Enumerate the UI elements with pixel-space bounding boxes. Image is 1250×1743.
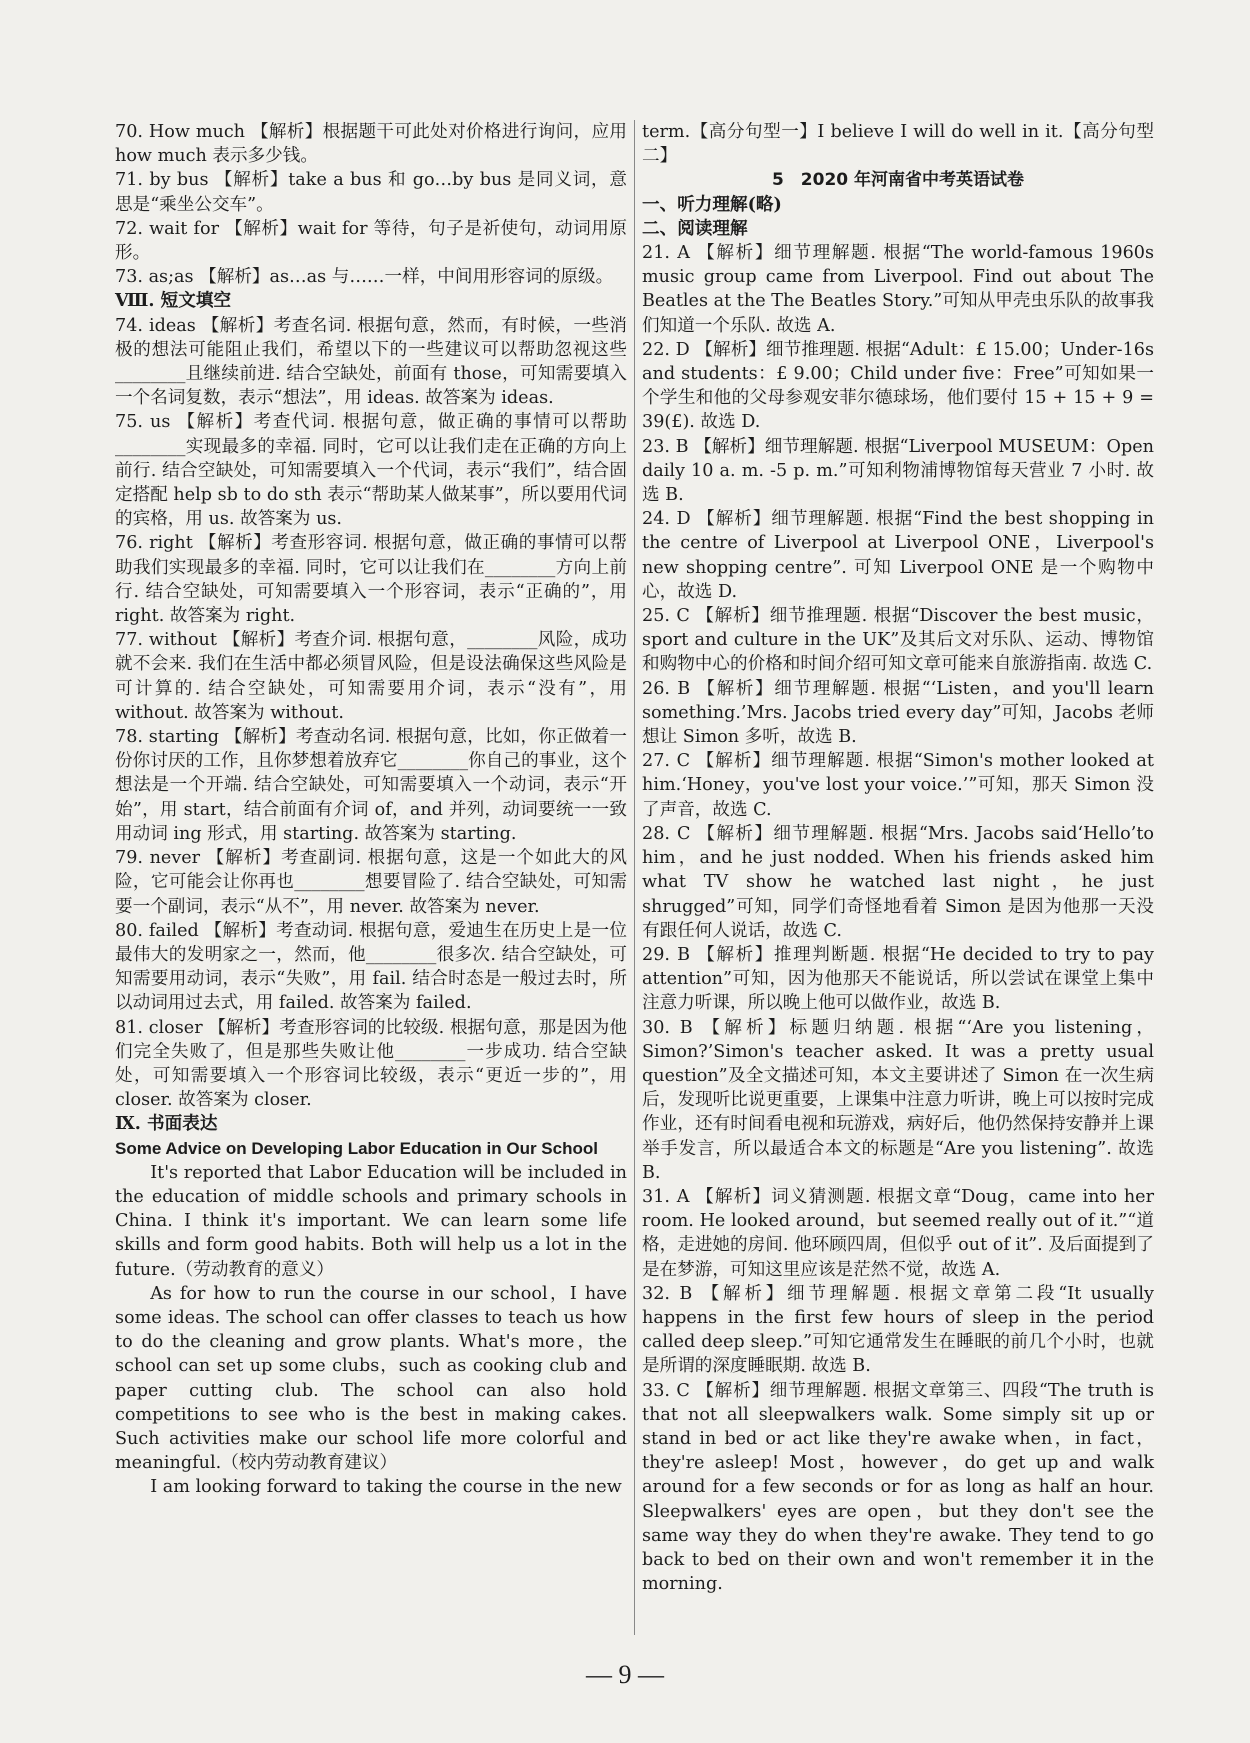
answer-item: 76. right 【解析】考查形容词. 根据句意，做正确的事情可以帮助我们实现最多的幸福. 同时，它可以让我们在________方向上前行. 结合空缺处，可知需要填入一个形容词，表示“正确的”，用 right. 故答案为 right. [115,533,627,627]
answer-item: 32. B 【解析】细节理解题. 根据文章第二段“It usually happens in the first few hours of sleep in the period called deep sleep.”可知它通常发生在睡眠的前几个小时，也就是所谓的深度睡眠期. 故选 B. [642,1283,1154,1377]
answer-item: 72. wait for 【解析】wait for 等待，句子是祈使句，动词用原形。 [115,218,627,264]
answer-item: 79. never 【解析】考查副词. 根据句意，这是一个如此大的风险，它可能会让你再也________想要冒险了. 结合空缺处，可知需要一个副词，表示“从不”，用 never. 故答案为 never. [115,848,627,917]
answer-item: 74. ideas 【解析】考查名词. 根据句意，然而，有时候，一些消极的想法可能阻止我们，希望以下的一些建议可以帮助忽视这些________且继续前进. 结合空缺处，前面有 those，可知需要填入一个名词复数，表示“想法”，用 ideas. 故答案为 ideas. [115,315,627,409]
answer-item: 77. without 【解析】考查介词. 根据句意，________风险，成功就不会来. 我们在生活中都必须冒风险，但是设法确保这些风险是可计算的. 结合空缺处，可知需要用介词，表示“没有”，用 without. 故答案为 without. [115,630,627,723]
answer-item: 30. B 【解析】标题归纳题. 根据“‘Are you listening，Simon?’Simon's teacher asked. It was a pretty usual question”及全文描述可知，本文主要讲述了 Simon 在一次生病后，发现听比说更重要，上课集中注意力听讲，晚上可以按时完成作业，还有时间看电视和玩游戏，病好后，他仍然保持安静并上课举手发言，所以最适合本文的标题是“Are you listening”. 故选 B. [642,1017,1154,1183]
answer-item: 23. B 【解析】细节理解题. 根据“Liverpool MUSEUM：Open daily 10 a. m. -5 p. m.”可知利物浦博物馆每天营业 7 小时. 故选 B. [642,436,1154,506]
answer-item: 70. How much 【解析】根据题干可此处对价格进行询问，应用 how much 表示多少钱。 [115,122,627,167]
answer-item: 29. B 【解析】推理判断题. 根据“He decided to try to pay attention”可知，因为他那天不能说话，所以尝试在课堂上集中注意力听课，所以晚上他可以做作业，故选 B. [642,944,1154,1014]
essay-paragraph: It's reported that Labor Education will be included in the education of middle schools and primary schools in China. I think it's important. We can learn some life skills and form good habits. Both will help us a lot in the future.（劳动教育的意义） [115,1162,627,1280]
section-heading: 二、阅读理解 [642,217,748,239]
answer-item: 28. C 【解析】细节理解题. 根据“Mrs. Jacobs said‘Hello’to him，and he just nodded. When his friends asked him what TV show he watched last night，he just shrugged”可知，同学们奇怪地看着 Simon 是因为他那一天没有跟任何人说话，故选 C. [642,823,1154,941]
essay-title: Some Advice on Developing Labor Education in Our School [115,1138,598,1158]
essay-paragraph: As for how to run the course in our school，I have some ideas. The school can offer classes to teach us how to do the cleaning and grow plants. What's more，the school can set up some clubs，such as cooking club and paper cutting club. The school can also hold competitions to see who is the best in making cakes. Such activities make our school life more colorful and meaningful.（校内劳动教育建议） [115,1283,627,1474]
section-heading: Ⅸ. 书面表达 [115,1113,218,1135]
answer-item: 24. D 【解析】细节理解题. 根据“Find the best shopping in the centre of Liverpool at Liverpool ONE，Liverpool's new shopping centre”. 可知 Liverpool ONE 是一个购物中心，故选 D. [642,509,1154,602]
left-column [115,120,627,1500]
essay-paragraph: I am looking forward to taking the course in the new [150,1477,622,1498]
right-column [642,120,1154,1596]
exam-title: 5 2020 年河南省中考英语试卷 [771,170,1025,191]
answer-item: 78. starting 【解析】考查动名词. 根据句意，比如，你正做着一份你讨厌的工作，且你梦想着放弃它________你自己的事业，这个想法是一个开端. 结合空缺处，可知需要填入一个动词，表示“开始”，用 start，结合前面有介词 of，and 并列，动词要统一一致用动词 ing 形式，用 starting. 故答案为 starting. [115,727,627,844]
section-heading: Ⅷ. 短文填空 [115,290,232,312]
answer-item: 25. C 【解析】细节推理题. 根据“Discover the best music，sport and culture in the UK”及其后文对乐队、运动、博物馆和购物中心的价格和时间介绍可知文章可能来自旅游指南. 故选 C. [642,606,1154,675]
answer-item: 33. C 【解析】细节理解题. 根据文章第三、四段“The truth is that not all sleepwalkers walk. Some simply sit up or stand in bed or act like they're awake when，in fact，they're asleep! Most，however，do get up and walk around for a few seconds or for as long as half an hour. Sleepwalkers' eyes are open，but they don't see the same way they do when they're awake. They tend to go back to bed on their own and won't remember it in the morning. [642,1380,1154,1595]
page-number: — 9 — [586,1660,664,1689]
answer-item: 27. C 【解析】细节理解题. 根据“Simon's mother looked at him.‘Honey，you've lost your voice.’”可知，那天 Simon 没了声音，故选 C. [642,751,1154,820]
answer-item: 81. closer 【解析】考查形容词的比较级. 根据句意，那是因为他们完全失败了，但是那些失败让他________一步成功. 结合空缺处，可知需要填入一个形容词比较级，表示“更近一步的”，用 closer. 故答案为 closer. [115,1017,627,1111]
column-divider [634,120,635,1635]
answer-item: 80. failed 【解析】考查动词. 根据句意，爱迪生在历史上是一位最伟大的发明家之一，然而，他________很多次. 结合空缺处，可知需要用动词，表示“失败”，用 fail. 结合时态是一般过去时，所以动词用过去式，用 failed. 故答案为 failed. [115,920,627,1014]
answer-item: 21. A 【解析】细节理解题. 根据“The world-famous 1960s music group came from Liverpool. Find out about The Beatles at the The Beatles Story.”可知从甲壳虫乐队的故事我们知道一个乐队. 故选 A. [642,243,1154,336]
answer-item: 75. us 【解析】考查代词. 根据句意，做正确的事情可以帮助________实现最多的幸福. 同时，它可以让我们走在正确的方向上前行. 结合空缺处，可知需要填入一个代词，表示“我们”，结合固定搭配 help sb to do sth 表示“帮助某人做某事”，所以要用代词的宾格，用 us. 故答案为 us. [115,412,627,530]
section-heading: 一、听力理解(略) [642,193,782,215]
answer-item: 71. by bus 【解析】take a bus 和 go…by bus 是同义词，意思是“乘坐公交车”。 [115,170,627,215]
answer-item: 26. B 【解析】细节理解题. 根据“‘Listen，and you'll learn something.’Mrs. Jacobs tried every day”可知，Jacobs 老师想让 Simon 多听，故选 B. [642,678,1154,748]
essay-continuation: term.【高分句型一】I believe I will do well in it.【高分句型二】 [642,122,1154,167]
answer-item: 31. A 【解析】词义猜测题. 根据文章“Doug，came into her room. He looked around，but seemed really out of it.”“道格，走进她的房间. 他环顾四周，但似乎 out of it”. 及后面提到了是在梦游，可知这里应该是茫然不觉，故选 A. [642,1186,1154,1280]
answer-item: 22. D 【解析】细节推理题. 根据“Adult：£ 15.00；Under-16s and students：£ 9.00；Child under five：Free”可知如果一个学生和他的父母参观安菲尔德球场，他们要付 15 + 15 + 9 = 39(£). 故选 D. [642,339,1154,433]
answer-item: 73. as;as 【解析】as…as 与……一样，中间用形容词的原级。 [115,267,614,288]
